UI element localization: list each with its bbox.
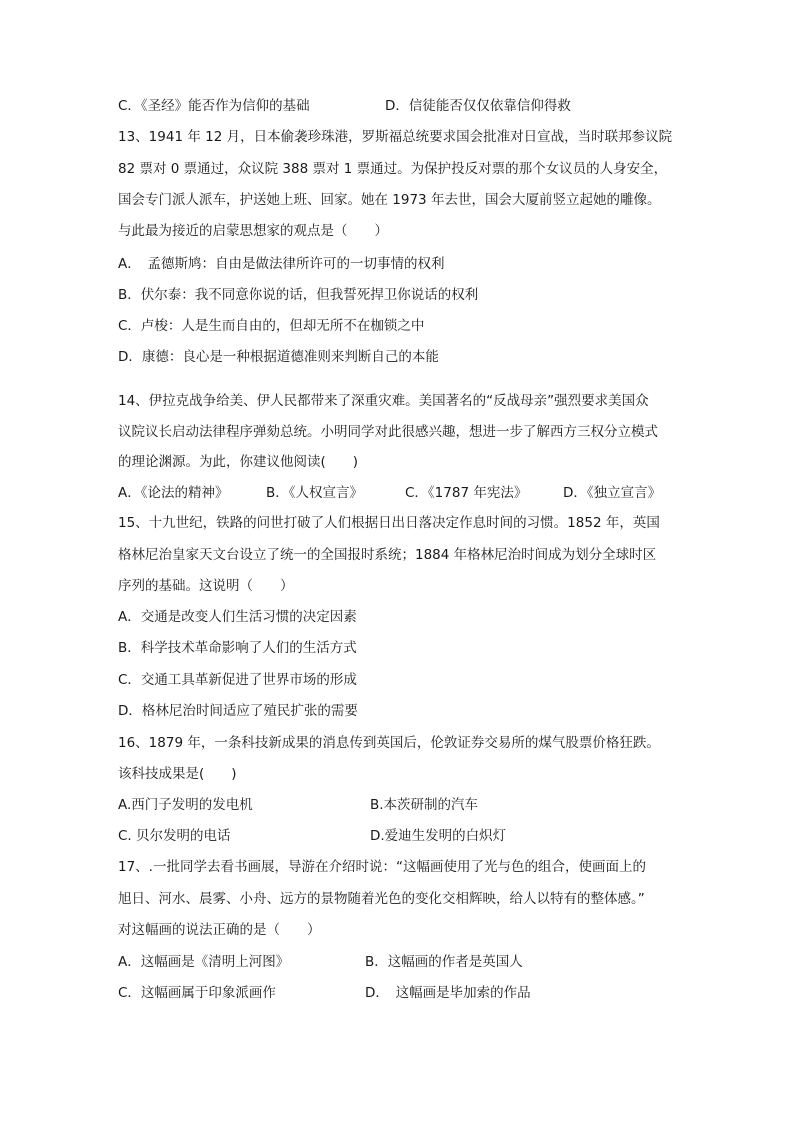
q12-option-d: D．信徒能否仅仅依靠信仰得救 (385, 98, 571, 114)
q16-stem-line-1: 16、1879 年，一条科技新成果的消息传到英国后，伦敦证券交易所的煤气股票价格狂跌。 (118, 735, 660, 751)
q15-option-d: D．格林尼治时间适应了殖民扩张的需要 (118, 703, 358, 719)
q13-option-d: D．康德：良心是一种根据道德准则来判断自己的本能 (118, 349, 439, 365)
q17-stem-line-2: 旭日、河水、晨雾、小舟、远方的景物随着光色的变化交相辉映，给人以特有的整体感。” (118, 891, 645, 907)
q15-option-a: A．交通是改变人们生活习惯的决定因素 (118, 609, 357, 625)
q16-option-b: B.本茨研制的汽车 (370, 797, 479, 813)
q17-stem-line-3: 对这幅画的说法正确的是（ ） (118, 922, 321, 938)
q13-stem-line-2: 82 票对 0 票通过，众议院 388 票对 1 票通过。为保护投反对票的那个女议员的人身安全， (118, 161, 668, 177)
q14-stem-line-1: 14、伊拉克战争给美、伊人民都带来了深重灾难。美国著名的“反战母亲”强烈要求美国众 (118, 393, 649, 409)
q14-option-b: B．《人权宣言》 (266, 485, 364, 501)
q17-option-b: B．这幅画的作者是英国人 (365, 954, 523, 970)
q14-stem-line-3: 的理论渊源。为此，你建议他阅读( ) (118, 454, 359, 470)
q17-stem-line-1: 17、.一批同学去看书画展，导游在介绍时说：“这幅画使用了光与色的组合，使画面上的 (118, 859, 646, 875)
q15-stem-line-1: 15、十九世纪，铁路的问世打破了人们根据日出日落决定作息时间的习惯。1852 年，英国 (118, 515, 660, 531)
q17-option-d: D． 这幅画是毕加索的作品 (365, 985, 531, 1001)
q16-option-d: D.爱迪生发明的白炽灯 (370, 828, 507, 844)
q14-option-a: A．《论法的精神》 (118, 485, 229, 501)
q14-stem-line-2: 议院议长启动法律程序弹劾总统。小明同学对此很感兴趣，想进一步了解西方三权分立模式 (118, 424, 658, 440)
q15-stem-line-3: 序列的基础。这说明（ ） (118, 578, 294, 594)
q13-stem-line-3: 国会专门派人派车，护送她上班、回家。她在 1973 年去世，国会大厦前竖立起她的雕像。 (118, 192, 661, 208)
q14-option-d: D．《独立宣言》 (563, 485, 662, 501)
q15-option-b: B．科学技术革命影响了人们的生活方式 (118, 640, 357, 656)
q13-stem-line-1: 13、1941 年 12 月，日本偷袭珍珠港，罗斯福总统要求国会批准对日宣战，当时联邦参议院 (118, 129, 673, 145)
q16-option-a: A.西门子发明的发电机 (118, 797, 253, 813)
q14-option-c: C．《1787 年宪法》 (405, 485, 528, 501)
q12-option-c: C．《圣经》能否作为信仰的基础 (118, 98, 310, 114)
q13-stem-line-4: 与此最为接近的启蒙思想家的观点是（ ） (118, 223, 388, 239)
q15-option-c: C．交通工具革新促进了世界市场的形成 (118, 672, 357, 688)
q17-option-a: A．这幅画是《清明上河图》 (118, 954, 290, 970)
q13-option-c: C．卢梭：人是生而自由的，但却无所不在枷锁之中 (118, 318, 425, 334)
q13-option-a: A． 孟德斯鸠：自由是做法律所许可的一切事情的权利 (118, 256, 445, 272)
q13-option-b: B．伏尔泰：我不同意你说的话，但我誓死捍卫你说话的权利 (118, 287, 479, 303)
q16-option-c: C. 贝尔发明的电话 (118, 828, 231, 844)
q15-stem-line-2: 格林尼治皇家天文台设立了统一的全国报时系统；1884 年格林尼治时间成为划分全球时区 (118, 547, 657, 563)
q16-stem-line-2: 该科技成果是( ) (118, 766, 237, 782)
q17-option-c: C．这幅画属于印象派画作 (118, 985, 276, 1001)
